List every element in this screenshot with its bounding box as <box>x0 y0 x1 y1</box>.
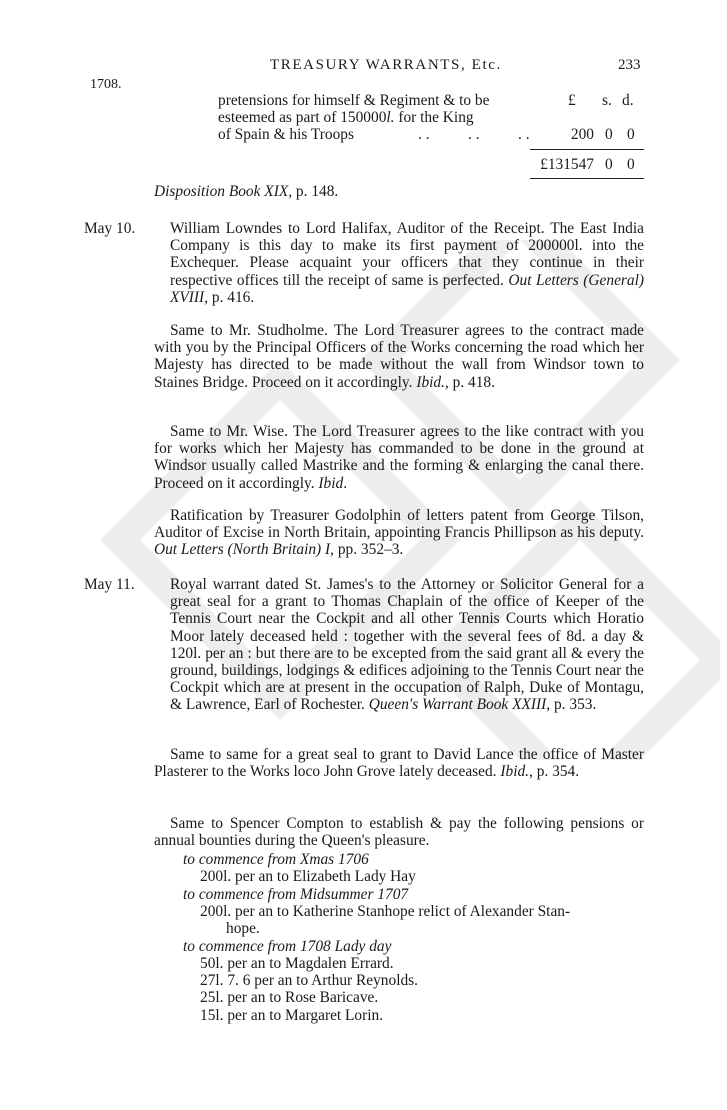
currency-pound-header: £ <box>568 92 576 109</box>
pension-item: 15l. per an to Margaret Lorin. <box>200 1006 384 1024</box>
entry-paragraph-lance: Same to same for a great seal to grant to David Lance the office of Master Plasterer to the Works loco John Grove lately deceased. Ibid., p. 354. <box>154 746 644 781</box>
continuation-line-1: pretensions for himself & Regiment & to be <box>218 92 490 109</box>
entry-date-may-10: May 10. <box>84 220 136 237</box>
total-rule-top <box>530 149 644 150</box>
item-amount-pounds: 200 <box>570 126 594 143</box>
entry-paragraph-studholme: Same to Mr. Studholme. The Lord Treasurer agrees to the contract made with you by the Principal Officers of the Works concerning the road which her Majesty has directed to be made without the wall from Windsor town to Staines Bridge. Proceed on it accordingly. Ibid., p. 418. <box>154 322 644 391</box>
entry-paragraph-compton: Same to Spencer Compton to establish & pay the following pensions or annual bounties during the Queen's pleasure. <box>154 815 644 850</box>
pension-item: 200l. per an to Elizabeth Lady Hay <box>200 868 416 886</box>
item-amount-shillings: 0 <box>605 126 613 143</box>
pension-heading: to commence from Midsummer 1707 <box>183 885 409 903</box>
pension-heading: to commence from 1708 Lady day <box>183 937 392 955</box>
total-amount-pounds: £131547 <box>540 156 594 173</box>
entry-date-may-11: May 11. <box>84 576 135 593</box>
page-number: 233 <box>618 57 641 73</box>
entry-paragraph-ratification: Ratification by Treasurer Godolphin of letters patent from George Tilson, Auditor of Excise in North Britain, appointing Francis Phillipson as his deputy. Out Letters (North Britain) I, pp. 352–3. <box>154 507 644 559</box>
margin-year: 1708. <box>90 77 122 92</box>
total-amount-shillings: 0 <box>605 156 613 173</box>
pension-item: 25l. per an to Rose Baricave. <box>200 989 379 1007</box>
total-amount-pence: 0 <box>627 156 635 173</box>
entry-paragraph-royal-warrant: Royal warrant dated St. James's to the Attorney or Solicitor General for a great seal for a grant to Thomas Chaplain of the office of Keeper of the Tennis Court near the Cockpit and all other Tennis Courts which Horatio Moor lately deceased held : together with the several fees of 8d. a day & 120l. per an : but there are to be excepted from the said grant all & every the ground, buildings, lodgings & edifices adjoining to the Tennis Court near the Cockpit which are at present in the occupation of Ralph, Duke of Montagu, & Lawrence, Earl of Rochester. Queen's Warrant Book XXIII, p. 353. <box>170 576 644 714</box>
pension-item: 50l. per an to Magdalen Errard. <box>200 954 394 972</box>
running-header-title: TREASURY WARRANTS, Etc. <box>270 57 502 73</box>
continuation-line-3: of Spain & his Troops <box>218 126 354 143</box>
item-amount-pence: 0 <box>627 126 635 143</box>
currency-shillings-header: s. <box>602 92 612 109</box>
disposition-source: Disposition Book XIX, p. 148. <box>154 183 339 200</box>
total-rule-bottom <box>530 178 644 179</box>
entry-paragraph-wise: Same to Mr. Wise. The Lord Treasurer agrees to the like contract with you for works which her Majesty has commanded to be done in the ground at Windsor usually called Mastrike and the forming & enlarging the canal there. Proceed on it accordingly. Ibid. <box>154 423 644 492</box>
leader-dots: . . . . . . <box>418 126 530 143</box>
entry-paragraph-lowndes: William Lowndes to Lord Halifax, Auditor of the Receipt. The East India Company is this day to make its first payment of 200000l. into the Exchequer. Please acquaint your officers that they continue in their respective offices till the receipt of same is perfected. Out Letters (General) XVIII, p. 416. <box>170 220 644 306</box>
continuation-line-2: esteemed as part of 150000l. for the King <box>218 109 474 126</box>
pension-heading: to commence from Xmas 1706 <box>183 851 369 868</box>
pension-item-continuation: hope. <box>226 920 260 938</box>
pension-item: 27l. 7. 6 per an to Arthur Reynolds. <box>200 972 419 990</box>
pension-item: 200l. per an to Katherine Stanhope relict of Alexander Stan- <box>200 902 571 920</box>
currency-pence-header: d. <box>622 92 634 109</box>
